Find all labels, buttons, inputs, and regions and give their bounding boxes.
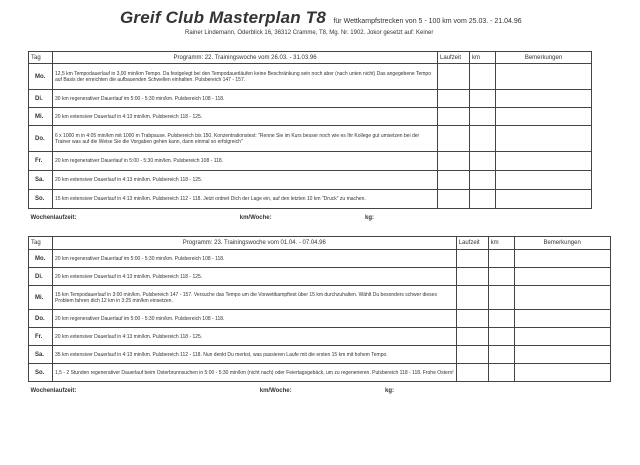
km-cell[interactable] — [488, 286, 514, 310]
training-text: 20 km extensiver Dauerlauf in 4:13 min/km. Pulsbereich 118 - 125. — [53, 328, 457, 346]
km-cell[interactable] — [470, 90, 496, 108]
training-text: 20 km regenerativer Dauerlauf in 5:00 - 5:30 min/km. Pulsbereich 108 - 118. — [53, 152, 438, 171]
table-row — [29, 250, 611, 268]
day-label: Di. — [29, 90, 53, 108]
km-cell[interactable] — [470, 126, 496, 152]
km-cell[interactable] — [470, 108, 496, 126]
header-program: Programm: 23. Trainingswoche vom 01.04. - 07.04.96 — [53, 237, 457, 250]
document-header — [120, 8, 522, 28]
header-km: km — [488, 237, 514, 250]
laufzeit-cell[interactable] — [456, 346, 488, 364]
day-label: Mo. — [29, 64, 53, 90]
table-row — [29, 171, 592, 190]
km-cell[interactable] — [488, 346, 514, 364]
laufzeit-cell[interactable] — [438, 90, 470, 108]
laufzeit-cell[interactable] — [438, 171, 470, 190]
training-text: 20 km extensiver Dauerlauf in 4:13 min/km. Pulsbereich 118 - 125. — [53, 268, 457, 286]
bemerkungen-cell[interactable] — [496, 90, 592, 108]
training-text: 15 km extensiver Dauerlauf in 4:13 min/km. Pulsbereich 112 - 118. Jetzt ordnet Dich der Lage ein, auf den letzten 10 km "Druck" zu machen. — [53, 190, 438, 209]
table-row — [29, 328, 611, 346]
training-text: 6 x 1000 m in 4:05 min/km mit 1000 m Trabpause. Pulsbereich bis 150. Konzentrationstest: "Renne Sie im Kurs besser noch wie es Ihr Kollege gut umsetzen bei der Trainer was auf die Weise Sie die Vorgaben gehen kann, dann einmal so erfolgreich" — [53, 126, 438, 152]
week-1-table — [28, 51, 592, 227]
table-row — [29, 310, 611, 328]
day-label: Mo. — [29, 250, 53, 268]
km-cell[interactable] — [488, 310, 514, 328]
header-laufzeit: Laufzeit — [438, 52, 470, 64]
table-header-row — [29, 237, 611, 250]
training-text: 12,5 km Tempodauerlauf in 3,00 min/km Tempo. Da festgelegt bei den Tempodauerläufen keine Beschränkung sein noch aber (nach unten nicht) Das angegebene Tempo auf Basis der erreichten die aufbauenden Schwellen einhalten. Pulsbereich 147 - 157. — [53, 64, 438, 90]
table-row — [29, 268, 611, 286]
training-text: 20 km extensiver Dauerlauf in 4:13 min/km. Pulsbereich 118 - 125. — [53, 171, 438, 190]
day-label: Do. — [29, 310, 53, 328]
day-label: Fr. — [29, 152, 53, 171]
document-subtitle: für Wettkampfstrecken von 5 - 100 km vom 25.03. - 21.04.96 — [333, 18, 522, 25]
table-row — [29, 126, 592, 152]
training-text: 30 km regenerativer Dauerlauf im 5:00 - 5:30 min/km. Pulsbereich 108 - 118. — [53, 90, 438, 108]
km-cell[interactable] — [470, 171, 496, 190]
laufzeit-cell[interactable] — [456, 286, 488, 310]
laufzeit-cell[interactable] — [456, 310, 488, 328]
day-label: Do. — [29, 126, 53, 152]
laufzeit-cell[interactable] — [456, 268, 488, 286]
day-label: Sa. — [29, 171, 53, 190]
day-label: Sa. — [29, 346, 53, 364]
header-laufzeit: Laufzeit — [456, 237, 488, 250]
laufzeit-cell[interactable] — [438, 108, 470, 126]
header-program: Programm: 22. Trainingswoche vom 26.03. - 31.03.96 — [53, 52, 438, 64]
training-text: 20 km regenerativer Dauerlauf im 5:00 - 5:30 min/km. Pulsbereich 108 - 118. — [53, 250, 457, 268]
kg-label: kg: — [364, 214, 374, 221]
day-label: Mi. — [29, 286, 53, 310]
laufzeit-cell[interactable] — [438, 190, 470, 209]
km-woche-label: km/Woche: — [259, 387, 292, 394]
header-bemerkungen: Bemerkungen — [496, 52, 592, 64]
table-row — [29, 346, 611, 364]
laufzeit-cell[interactable] — [456, 250, 488, 268]
km-cell[interactable] — [470, 152, 496, 171]
training-text: 15 km Tempodauerlauf in 3:00 min/km. Pulsbereich 147 - 157. Versuche das Tempo um die Vorwettkampftest über 15 km durchzuhalten. Wählt Du besonders schwer dieses Problem fahren dich 12 km in 3:25 min/km einsetzen. — [53, 286, 457, 310]
bemerkungen-cell[interactable] — [496, 126, 592, 152]
bemerkungen-cell[interactable] — [514, 250, 610, 268]
km-cell[interactable] — [488, 268, 514, 286]
bemerkungen-cell[interactable] — [496, 64, 592, 90]
laufzeit-cell[interactable] — [456, 328, 488, 346]
document-title: Greif Club Masterplan T8 — [120, 8, 327, 27]
bemerkungen-cell[interactable] — [514, 310, 610, 328]
header-day: Tag — [29, 237, 53, 250]
laufzeit-cell[interactable] — [438, 126, 470, 152]
km-cell[interactable] — [488, 250, 514, 268]
training-text: 20 km regenerativer Dauerlauf im 5:00 - 5:30 min/km. Pulsbereich 108 - 118. — [53, 310, 457, 328]
table-row — [29, 90, 592, 108]
bemerkungen-cell[interactable] — [514, 328, 610, 346]
km-cell[interactable] — [488, 364, 514, 382]
table-header-row — [29, 52, 592, 64]
header-bemerkungen: Bemerkungen — [514, 237, 610, 250]
laufzeit-cell[interactable] — [438, 152, 470, 171]
bemerkungen-cell[interactable] — [496, 190, 592, 209]
km-cell[interactable] — [470, 64, 496, 90]
training-text: 35 km extensiver Dauerlauf in 4:13 min/km. Pulsbereich 112 - 118. Nun denkt Du merkst, was passieren Laufe mit die ersten 15 km mit hohem Tempo. — [53, 346, 457, 364]
bemerkungen-cell[interactable] — [514, 346, 610, 364]
km-cell[interactable] — [488, 328, 514, 346]
header-km: km — [470, 52, 496, 64]
km-woche-label: km/Woche: — [239, 214, 272, 221]
week-2-table — [28, 236, 611, 400]
bemerkungen-cell[interactable] — [514, 268, 610, 286]
day-label: So. — [29, 190, 53, 209]
table-row — [29, 364, 611, 382]
day-label: Di. — [29, 268, 53, 286]
wochenlaufzeit-label: Wochenlaufzeit: — [30, 214, 77, 221]
document-address: Rainer Lindemann, Oderblick 16, 36312 Cramme, T8, Mg. Nr. 1902. Jokor gesetzt auf: Keiner — [185, 30, 434, 36]
day-label: So. — [29, 364, 53, 382]
table-row — [29, 286, 611, 310]
table-row — [29, 64, 592, 90]
laufzeit-cell[interactable] — [438, 64, 470, 90]
wochenlaufzeit-label: Wochenlaufzeit: — [30, 387, 77, 394]
week-summary — [29, 209, 592, 227]
bemerkungen-cell[interactable] — [496, 171, 592, 190]
day-label: Mi. — [29, 108, 53, 126]
km-cell[interactable] — [470, 190, 496, 209]
bemerkungen-cell[interactable] — [514, 364, 610, 382]
table-row — [29, 108, 592, 126]
day-label: Fr. — [29, 328, 53, 346]
header-day: Tag — [29, 52, 53, 64]
bemerkungen-cell[interactable] — [496, 152, 592, 171]
kg-label: kg: — [384, 387, 394, 394]
training-text: 20 km extensiver Dauerlauf in 4:13 min/km. Pulsbereich 118 - 125. — [53, 108, 438, 126]
bemerkungen-cell[interactable] — [514, 286, 610, 310]
week-summary — [29, 382, 611, 400]
bemerkungen-cell[interactable] — [496, 108, 592, 126]
table-row — [29, 190, 592, 209]
laufzeit-cell[interactable] — [456, 364, 488, 382]
training-text: 1,5 - 2 Stunden regenerativer Dauerlauf beim Osterbrunnsuchen in 5:00 - 5:30 min/km (nicht nach) oder Feiertagsgebäck, um zu regenerieren. Pulsbereich 118 - 118. Frohe Ostern! — [53, 364, 457, 382]
table-row — [29, 152, 592, 171]
